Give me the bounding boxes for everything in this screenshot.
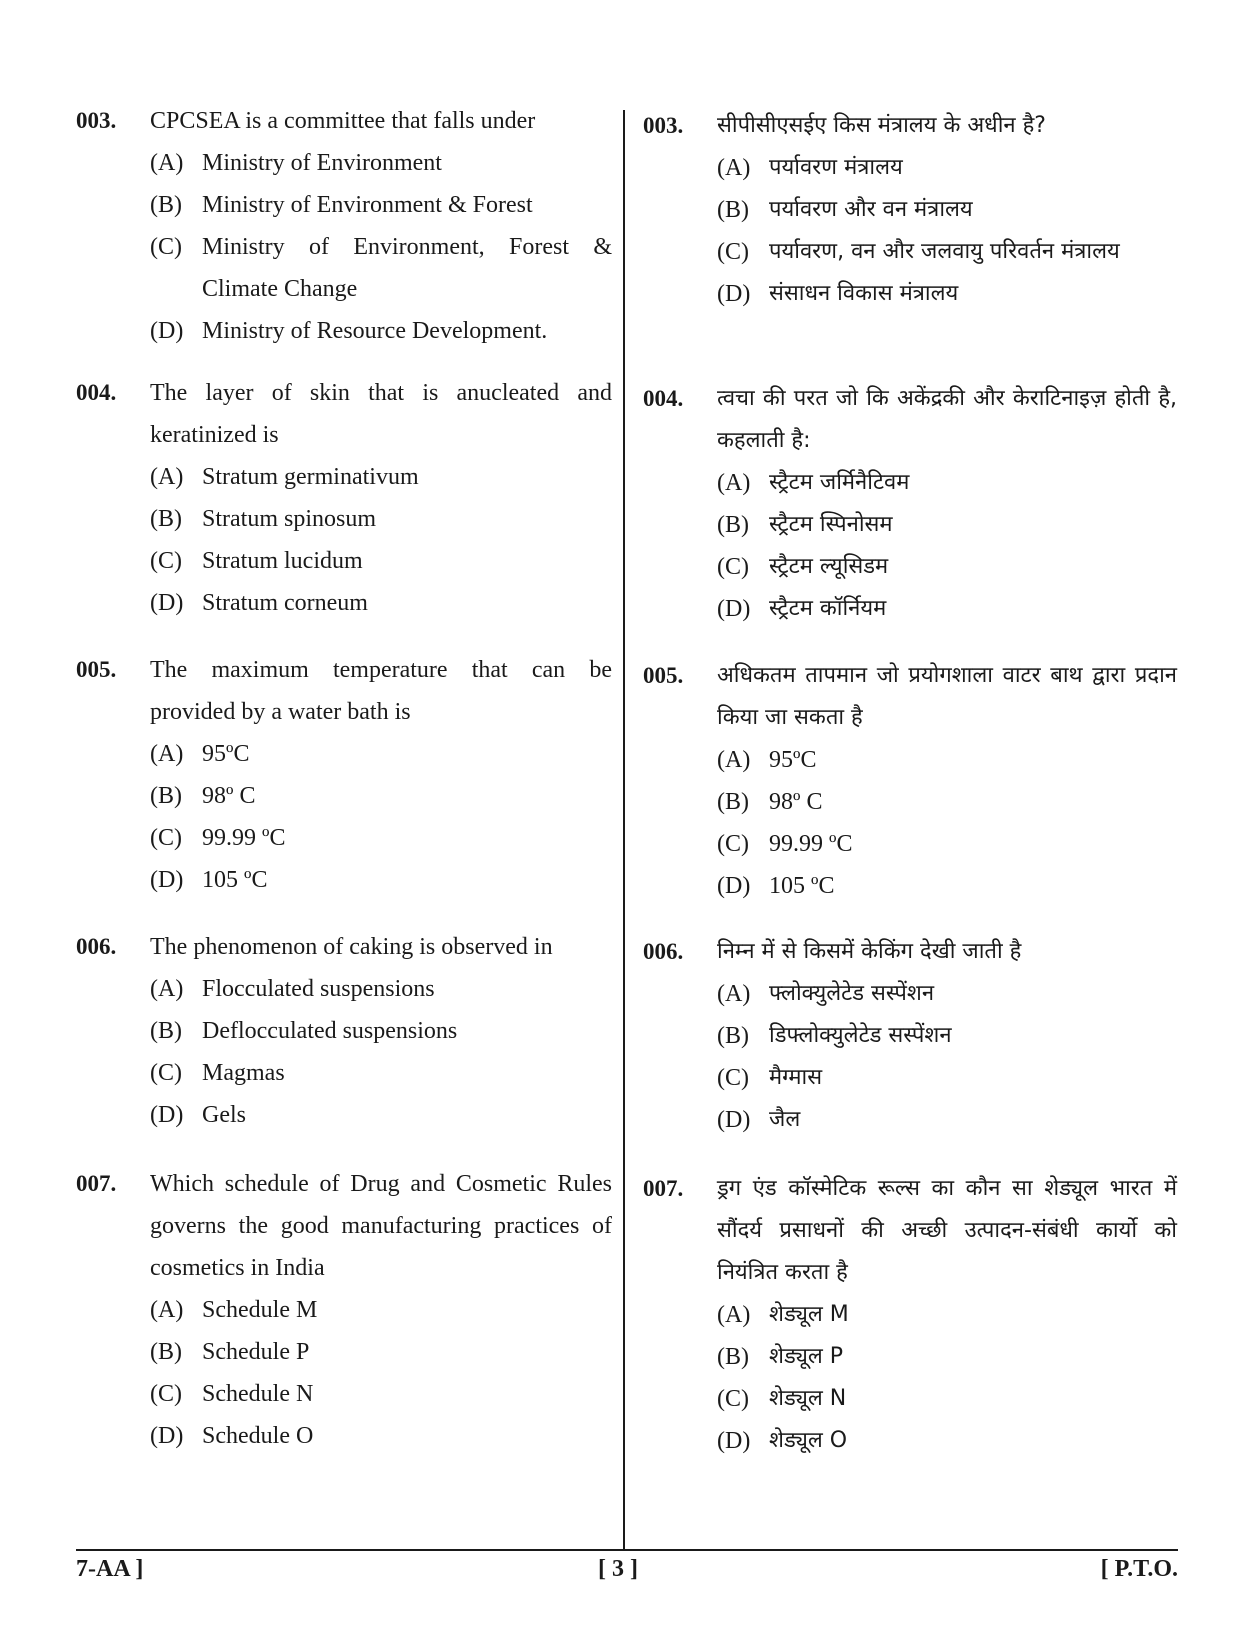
option-label: (D) bbox=[717, 281, 751, 307]
option-b bbox=[717, 1015, 1177, 1057]
option-d bbox=[150, 1415, 612, 1457]
option-text: Schedule O bbox=[202, 1423, 314, 1449]
question-stem: सीपीसीएसईए किस मंत्रालय के अधीन है? bbox=[717, 113, 1046, 138]
option-b bbox=[717, 1336, 1177, 1378]
option-a bbox=[150, 142, 612, 184]
question-006-en bbox=[76, 926, 612, 1136]
option-d bbox=[717, 1420, 1177, 1462]
option-text: पर्यावरण मंत्रालय bbox=[769, 155, 903, 180]
option-text: स्ट्रैटम जर्मिनैटिवम bbox=[769, 470, 910, 495]
option-a bbox=[717, 1294, 1177, 1336]
option-text: पर्यावरण, वन और जलवायु परिवर्तन मंत्रालय bbox=[769, 239, 1120, 264]
option-text: 105 ºC bbox=[769, 873, 835, 899]
option-label: (D) bbox=[150, 1102, 184, 1128]
option-text: पर्यावरण और वन मंत्रालय bbox=[769, 197, 973, 222]
option-text: मैग्मास bbox=[769, 1065, 823, 1090]
option-c bbox=[717, 823, 1177, 865]
option-label: (D) bbox=[717, 1107, 751, 1133]
option-b bbox=[150, 184, 612, 226]
option-a bbox=[150, 456, 612, 498]
option-text: Ministry of Environment, Forest & Climate Change bbox=[202, 234, 612, 302]
option-text: शेड्यूल N bbox=[769, 1386, 847, 1411]
option-label: (A) bbox=[717, 981, 751, 1007]
option-label: (C) bbox=[150, 548, 182, 574]
option-d bbox=[150, 859, 612, 901]
option-c bbox=[717, 546, 1177, 588]
option-label: (C) bbox=[150, 1060, 182, 1086]
option-a bbox=[150, 968, 612, 1010]
page-number: [ 3 ] bbox=[598, 1556, 638, 1582]
option-label: (A) bbox=[150, 464, 184, 490]
option-d bbox=[717, 1099, 1177, 1141]
question-number: 004. bbox=[643, 386, 684, 411]
option-text: Magmas bbox=[202, 1060, 285, 1086]
option-a bbox=[150, 733, 612, 775]
option-label: (A) bbox=[717, 470, 751, 496]
paper-code: 7-AA ] bbox=[76, 1556, 144, 1582]
question-003-en bbox=[76, 100, 612, 352]
option-text: Flocculated suspensions bbox=[202, 976, 435, 1002]
option-label: (B) bbox=[717, 1344, 749, 1370]
option-text: Schedule N bbox=[202, 1381, 314, 1407]
option-text: शेड्यूल P bbox=[769, 1344, 844, 1369]
pto-label: [ P.T.O. bbox=[1100, 1556, 1178, 1582]
question-number: 005. bbox=[643, 663, 684, 688]
question-007-en bbox=[76, 1163, 612, 1457]
option-label: (B) bbox=[150, 506, 182, 532]
option-label: (B) bbox=[717, 1023, 749, 1049]
option-label: (C) bbox=[150, 825, 182, 851]
option-c bbox=[150, 1373, 612, 1415]
option-label: (A) bbox=[717, 747, 751, 773]
option-label: (C) bbox=[717, 1386, 749, 1412]
option-c bbox=[717, 231, 1177, 273]
option-d bbox=[150, 1094, 612, 1136]
option-label: (B) bbox=[717, 512, 749, 538]
question-stem: अधिकतम तापमान जो प्रयोगशाला वाटर बाथ द्वारा प्रदान किया जा सकता है bbox=[717, 663, 1177, 730]
question-stem: The maximum temperature that can be provided by a water bath is bbox=[150, 657, 612, 725]
option-text: Stratum lucidum bbox=[202, 548, 363, 574]
option-label: (C) bbox=[150, 234, 182, 260]
option-text: फ्लोक्युलेटेड सस्पेंशन bbox=[769, 981, 935, 1006]
question-stem: The layer of skin that is anucleated and keratinized is bbox=[150, 380, 612, 448]
option-label: (C) bbox=[150, 1381, 182, 1407]
option-label: (B) bbox=[150, 1339, 182, 1365]
option-b bbox=[150, 775, 612, 817]
option-b bbox=[717, 504, 1177, 546]
option-text: 99.99 ºC bbox=[769, 831, 853, 857]
option-text: 95ºC bbox=[769, 747, 817, 773]
question-number: 003. bbox=[643, 113, 684, 138]
option-b bbox=[150, 1331, 612, 1373]
question-stem: निम्न में से किसमें केकिंग देखी जाती है bbox=[717, 939, 1022, 964]
option-a bbox=[150, 1289, 612, 1331]
option-label: (B) bbox=[150, 1018, 182, 1044]
option-text: Schedule M bbox=[202, 1297, 318, 1323]
option-d bbox=[150, 310, 612, 352]
option-text: Ministry of Environment & Forest bbox=[202, 192, 533, 218]
question-005-hi bbox=[643, 655, 1177, 907]
option-text: Gels bbox=[202, 1102, 246, 1128]
option-label: (D) bbox=[717, 596, 751, 622]
option-text: Ministry of Environment bbox=[202, 150, 442, 176]
option-label: (D) bbox=[717, 873, 751, 899]
question-number: 004. bbox=[76, 380, 117, 405]
option-label: (A) bbox=[150, 150, 184, 176]
option-c bbox=[150, 1052, 612, 1094]
question-004-en bbox=[76, 372, 612, 624]
question-number: 007. bbox=[643, 1176, 684, 1201]
column-divider bbox=[623, 110, 625, 1550]
question-number: 007. bbox=[76, 1171, 117, 1196]
question-number: 006. bbox=[76, 934, 117, 959]
option-c bbox=[150, 817, 612, 859]
option-text: Ministry of Resource Development. bbox=[202, 318, 548, 344]
option-label: (B) bbox=[717, 789, 749, 815]
question-stem: Which schedule of Drug and Cosmetic Rules governs the good manufacturing practices of cosmetics in India bbox=[150, 1171, 612, 1281]
option-label: (D) bbox=[150, 867, 184, 893]
option-text: 99.99 ºC bbox=[202, 825, 286, 851]
option-text: Stratum spinosum bbox=[202, 506, 377, 532]
question-stem: ड्रग एंड कॉस्मेटिक रूल्स का कौन सा शेड्यूल भारत में सौंदर्य प्रसाधनों की अच्छी उत्पादन-संबंधी कार्यो को नियंत्रित करता है bbox=[717, 1176, 1177, 1285]
option-text: 95ºC bbox=[202, 741, 250, 767]
option-text: 105 ºC bbox=[202, 867, 268, 893]
option-label: (B) bbox=[150, 192, 182, 218]
option-b bbox=[717, 189, 1177, 231]
option-c bbox=[150, 540, 612, 582]
option-text: Stratum germinativum bbox=[202, 464, 419, 490]
option-c bbox=[717, 1378, 1177, 1420]
option-label: (D) bbox=[150, 590, 184, 616]
option-text: शेड्यूल M bbox=[769, 1302, 849, 1327]
option-label: (A) bbox=[150, 741, 184, 767]
option-label: (C) bbox=[717, 554, 749, 580]
option-label: (A) bbox=[150, 976, 184, 1002]
option-label: (A) bbox=[150, 1297, 184, 1323]
question-stem: त्वचा की परत जो कि अकेंद्रकी और केराटिनाइज़ होती है, कहलाती है: bbox=[717, 386, 1177, 453]
question-stem: The phenomenon of caking is observed in bbox=[150, 934, 553, 960]
option-b bbox=[150, 1010, 612, 1052]
question-number: 003. bbox=[76, 108, 117, 133]
option-text: Stratum corneum bbox=[202, 590, 368, 616]
option-text: स्ट्रैटम स्पिनोसम bbox=[769, 512, 893, 537]
option-text: संसाधन विकास मंत्रालय bbox=[769, 281, 959, 306]
option-a bbox=[717, 147, 1177, 189]
option-text: Deflocculated suspensions bbox=[202, 1018, 458, 1044]
option-d bbox=[717, 588, 1177, 630]
question-number: 006. bbox=[643, 939, 684, 964]
option-label: (C) bbox=[717, 1065, 749, 1091]
option-a bbox=[717, 739, 1177, 781]
option-d bbox=[150, 582, 612, 624]
question-005-en bbox=[76, 649, 612, 901]
question-006-hi bbox=[643, 931, 1177, 1141]
option-text: स्ट्रैटम कॉर्नियम bbox=[769, 596, 887, 621]
option-label: (C) bbox=[717, 239, 749, 265]
option-a bbox=[717, 973, 1177, 1015]
option-text: 98º C bbox=[202, 783, 256, 809]
footer-rule bbox=[76, 1549, 1178, 1551]
option-label: (B) bbox=[717, 197, 749, 223]
question-stem: CPCSEA is a committee that falls under bbox=[150, 108, 536, 134]
option-text: 98º C bbox=[769, 789, 823, 815]
question-004-hi bbox=[643, 378, 1177, 630]
option-label: (D) bbox=[150, 318, 184, 344]
question-003-hi bbox=[643, 105, 1177, 315]
option-label: (A) bbox=[717, 155, 751, 181]
option-b bbox=[150, 498, 612, 540]
option-label: (D) bbox=[717, 1428, 751, 1454]
question-number: 005. bbox=[76, 657, 117, 682]
option-c bbox=[150, 226, 612, 310]
option-text: जैल bbox=[769, 1107, 801, 1132]
question-007-hi bbox=[643, 1168, 1177, 1462]
option-label: (A) bbox=[717, 1302, 751, 1328]
option-text: Schedule P bbox=[202, 1339, 310, 1365]
option-c bbox=[717, 1057, 1177, 1099]
option-d bbox=[717, 273, 1177, 315]
option-d bbox=[717, 865, 1177, 907]
option-text: स्ट्रैटम ल्यूसिडम bbox=[769, 554, 889, 579]
option-label: (C) bbox=[717, 831, 749, 857]
option-label: (D) bbox=[150, 1423, 184, 1449]
option-text: शेड्यूल O bbox=[769, 1428, 848, 1453]
option-a bbox=[717, 462, 1177, 504]
option-text: डिफ्लोक्युलेटेड सस्पेंशन bbox=[769, 1023, 952, 1048]
option-b bbox=[717, 781, 1177, 823]
option-label: (B) bbox=[150, 783, 182, 809]
